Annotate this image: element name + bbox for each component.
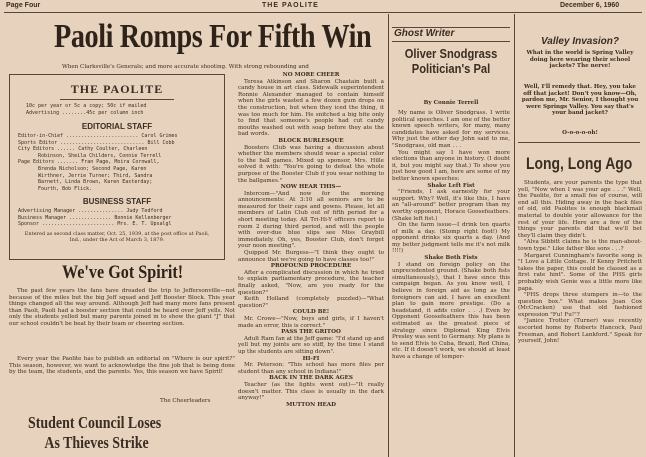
column-paragraph: Intercom—"And now for the morning announcements: At 3:10 all seniors are to be measured for their caps and gowns. Please, let all members of Latin Club out of fifth period for a short meeting today. All Tri-Hi-Y officers report to room 2 during third period, and will the people with over-due blue slips see Miss Graybill immediately. Oh, yes, Booster Club, don't forget your noon meeting". bbox=[238, 190, 384, 250]
ghost-headline-line2: Politician's Pal bbox=[411, 61, 491, 76]
ghost-paragraph: I stand on foreign policy on the unprecedented ground. (Shake both fists simultaneously.), that I have since this campaign began. As you know well, I believe in foreign aid as long as the foreigners can aid. I have an excellent plan to gain more prestige. (Do a headstand, it adds color . . .) Even by Opponent Goosefeathers this has been estimated as the greatest piece of strategy since Diplomat King Elvis Presley was sent to Germany. My plans is to send Elvis to Cuba, Brazil, Red China, etc. If it doesn't work, we should at least have a change of temper- bbox=[392, 261, 510, 360]
ghost-section-heading: Shake Both Fists bbox=[424, 255, 478, 262]
staff-line: Brenda Nicholson; Second Page, Karen bbox=[38, 165, 147, 172]
column-paragraph: Boosters Club was having a discussion about whether the members should wear a special color to the ball games. Mixed up sponsor, Mrs. Hille solved it with: "You're going to defeat the whole purpose of the Booster Club if you wear nothing to the ballgames." bbox=[238, 144, 384, 184]
section-heading: PASS THE GRITOO bbox=[281, 329, 341, 336]
section-heading: NOW HEAR THIS— bbox=[280, 184, 342, 191]
column-paragraph: Teresa Atkinson and Sharon Chastain built a candy house in art class. Sidewalk superintendent Ronnie Alexander managed to contain himself when the girls wasted a few dozen gum drops on the construction, but when they iced the thing, it was too much for him. He snitched a big bite only to find that someone's people had cut candy mouths washed out with soap before they ate the bad words. bbox=[238, 78, 384, 138]
headline-subline: When Clarksville's Generals; and more accurate shooting. With strong rebounding and bbox=[62, 64, 309, 70]
staff-line: Barnett, Linda Brown, Karen Easterday; bbox=[38, 179, 153, 186]
middle-column bbox=[238, 72, 384, 457]
section-heading: HI-FI bbox=[302, 355, 320, 362]
longago-body bbox=[518, 180, 642, 457]
ghost-paragraph: "Friends, I ask earnestly for your support. Why? Well, it's like this, I have an "all-around" better program than my worthy opponent, Horace Goosefeathers. (Shake left fist.) bbox=[392, 189, 510, 222]
editorial-staff-list bbox=[18, 133, 218, 192]
spirit-paragraph: Every year the Paolite has to publish an editorial on "Where is our spirit?" This season, however, we want to acknowledge the fine job that is being done by the team, the students, and the parents. Yes, this season we have Spirit! bbox=[9, 356, 235, 376]
ghost-kicker: Ghost Writer bbox=[394, 28, 455, 39]
ghost-paragraph: You might say I have won more elections than anyone in history. (I doubt it, but you might say that.) To show you just how good I am, here are some of my better known speeches: bbox=[392, 149, 510, 182]
longago-paragraph: Margaret Cunningham's favorite song is "I Love a Little Cottage. If Kenny Pritchett takes the paper, this could be classed as a first rate hint". Some of the PHS girls probably wish Genie was a little more like papa. bbox=[518, 252, 642, 292]
ghost-rule bbox=[392, 41, 510, 42]
spirit-headline: We've Got Spirit! bbox=[62, 262, 184, 283]
paper-name-header: THE PAOLITE bbox=[262, 2, 319, 9]
staff-line: Fourth, Bob Flick. bbox=[38, 185, 93, 192]
editorial-heading: EDITORIAL STAFF bbox=[81, 122, 153, 131]
masthead-advertising: Advertising ........45c per column inch bbox=[26, 110, 144, 116]
business-heading: BUSINESS STAFF bbox=[82, 197, 152, 206]
spirit-signature: The Cheerleaders bbox=[160, 398, 211, 404]
masthead-title: THE PAOLITE bbox=[70, 82, 164, 96]
invasion-paragraph: O-o-o-o-oh! bbox=[562, 130, 598, 136]
page-number: Page Four bbox=[6, 2, 41, 9]
section-heading: COULD BE! bbox=[292, 309, 330, 316]
business-staff-list bbox=[18, 208, 218, 228]
staff-line: City Editors ...... Cathy Coulter, Charleen bbox=[18, 146, 148, 153]
staff-line: Sponsor ........................ Mrs. E. T. Upsalgl bbox=[18, 221, 172, 228]
longago-paragraph: "Alva Sibbitt claims he is the man-about-town type." Like father like sons . . .? bbox=[518, 239, 642, 252]
column-paragraph: Keith Holland (completely puzzled)—"What question?" bbox=[238, 296, 384, 309]
section-heading: MUTTON HEAD bbox=[286, 401, 336, 408]
longago-paragraph: "PHS drops three stumpers in—to the question box." What makes Joan Cox (McCracken) use that old fashioned expression "Fu! Fu!"? bbox=[518, 292, 642, 318]
column-paragraph: Adult Ram fan at the Jeff game: "I'd stand up and yell but my joints are so stiff, by the time I stand up the students are sitting down". bbox=[238, 335, 384, 355]
invasion-rule bbox=[518, 142, 640, 143]
council-headline-line1: Student Council Loses bbox=[28, 413, 162, 432]
main-headline: Paoli Romps For Fifth Win bbox=[54, 18, 372, 55]
staff-line: Business Manager .............. Bonnie Kellenberger bbox=[18, 214, 172, 221]
longago-paragraph: Students, are your parents the type that yell, "Now when I was your age . . ." Well, the Paolite, for a small fee of course, will end all this. Hiding away in the back files of old, old Paolites is enough blackmail material to double your allowance for the rest of your life. Here are a few of the things your parents did that we'll bet they'll claim they didn't. bbox=[518, 180, 642, 239]
staff-line: Robinson, Sheila Childers, Connie Terrell bbox=[38, 152, 162, 159]
mailing-note: Entered as second class matter, Oct. 25, 1939, at the post office at Paoli, Ind., under the Act of March 3, 1879. bbox=[24, 231, 210, 243]
masthead-price: 10c per year or 5c a copy; 50c if mailed bbox=[26, 103, 147, 109]
section-heading: PROFOUND PROCEDURE bbox=[270, 263, 352, 270]
page-date: December 6, 1960 bbox=[560, 2, 620, 9]
column-paragraph: Quipped Mr. Burgess—"I think they ought to announce that we're going to have classes too!" bbox=[238, 250, 384, 263]
ghost-paragraph: On the farm issue—I drink ten quarts of milk a day. (Stomp right foot!) My opponent drinks six quarts a day. (And my better judgment tells me it's not milk !!!!) bbox=[392, 222, 510, 255]
column-paragraph: After a complicated discussion in which he tried to explain parliamentary procedure, the teacher finally asked, "Now, are you ready for the question?" bbox=[238, 269, 384, 296]
invasion-paragraph: Well, I'll remedy that. Hey, you take off that jacket! Don't you know—Oh, pardon me, Mr. Senior, I thought you were Springs Valley. You say that's your band jacket? bbox=[521, 84, 639, 117]
staff-line: Page Editors ....... Fran Page, Moira Cornwall, bbox=[18, 159, 160, 166]
invasion-headline: Valley Invasion? bbox=[541, 36, 619, 47]
ghost-body bbox=[392, 110, 510, 457]
invasion-question: What in the world is Spring Valley doing here wearing their school jackets? The nerve! bbox=[526, 50, 634, 70]
column-paragraph: Mr. Crowe—"Now, boys and girls, if I haven't made an error, this is correct." bbox=[238, 315, 384, 329]
column-rule bbox=[514, 14, 515, 457]
section-heading: NO MORE CHEER bbox=[282, 72, 340, 78]
ghost-paragraph: My name is Oliver Snodgrass. I write political speeches. I am one of the better known speech writers, for many, many candidates have asked for my services. Why just the other day John said to me, "Snodgrass, old man . . . bbox=[392, 110, 510, 149]
council-headline-line2: As Thieves Strike bbox=[44, 433, 149, 452]
staff-line: Editor-in-Chief ........................ Carol Grimes bbox=[18, 133, 178, 139]
header-rule bbox=[4, 12, 642, 13]
section-heading: BACK IN THE DARK AGES bbox=[269, 375, 353, 382]
ghost-headline bbox=[392, 46, 510, 76]
section-heading: BLOCK BURLESQUE bbox=[278, 137, 344, 144]
longago-paragraph: "Janice Trotter (Turner) was recently escorted home by Roberts Hancock, Paul Freeman, and Robert Lankford." Speak for yourself, John! bbox=[518, 318, 642, 345]
longago-headline: Long, Long Ago bbox=[526, 154, 633, 173]
column-rule bbox=[388, 14, 389, 457]
masthead-rule bbox=[60, 99, 174, 100]
spirit-paragraph: The past few years the fans have dreaded the trip to Jeffersonville—not because of the miles but the big Jeff squad and Jeff Booster Block. This year things changed all the way around. Although Jeff had many more fans present than Paoli, Paoli had a booster section that could be heard over Jeff yells. Not only the students yelled but many parents joined in to show the giant "J" that our school couldn't be beat by their team or cheering section. bbox=[9, 288, 235, 327]
column-paragraph: Teacher (as the lights went out)—"It really doesn't matter. This class is usually in the dark anyway!" bbox=[238, 381, 384, 402]
ghost-headline-line1: Oliver Snodgrass bbox=[404, 46, 498, 61]
staff-line: Wirthner, Jerrie Turner; Third, Sandra bbox=[38, 172, 153, 179]
ghost-byline: By Connie Terrell bbox=[423, 100, 479, 106]
masthead-box bbox=[9, 74, 225, 260]
ghost-section-heading: Shake Left Fist bbox=[427, 182, 475, 189]
staff-line: Sports Editor ............................ Bill Cobb bbox=[18, 139, 175, 146]
council-headline bbox=[28, 413, 268, 457]
staff-line: Advertising Manager ............... Judy Tedford bbox=[18, 208, 163, 214]
column-paragraph: Mr. Peterson: "This school has more files per student than any school in Indiana!" bbox=[238, 362, 384, 375]
